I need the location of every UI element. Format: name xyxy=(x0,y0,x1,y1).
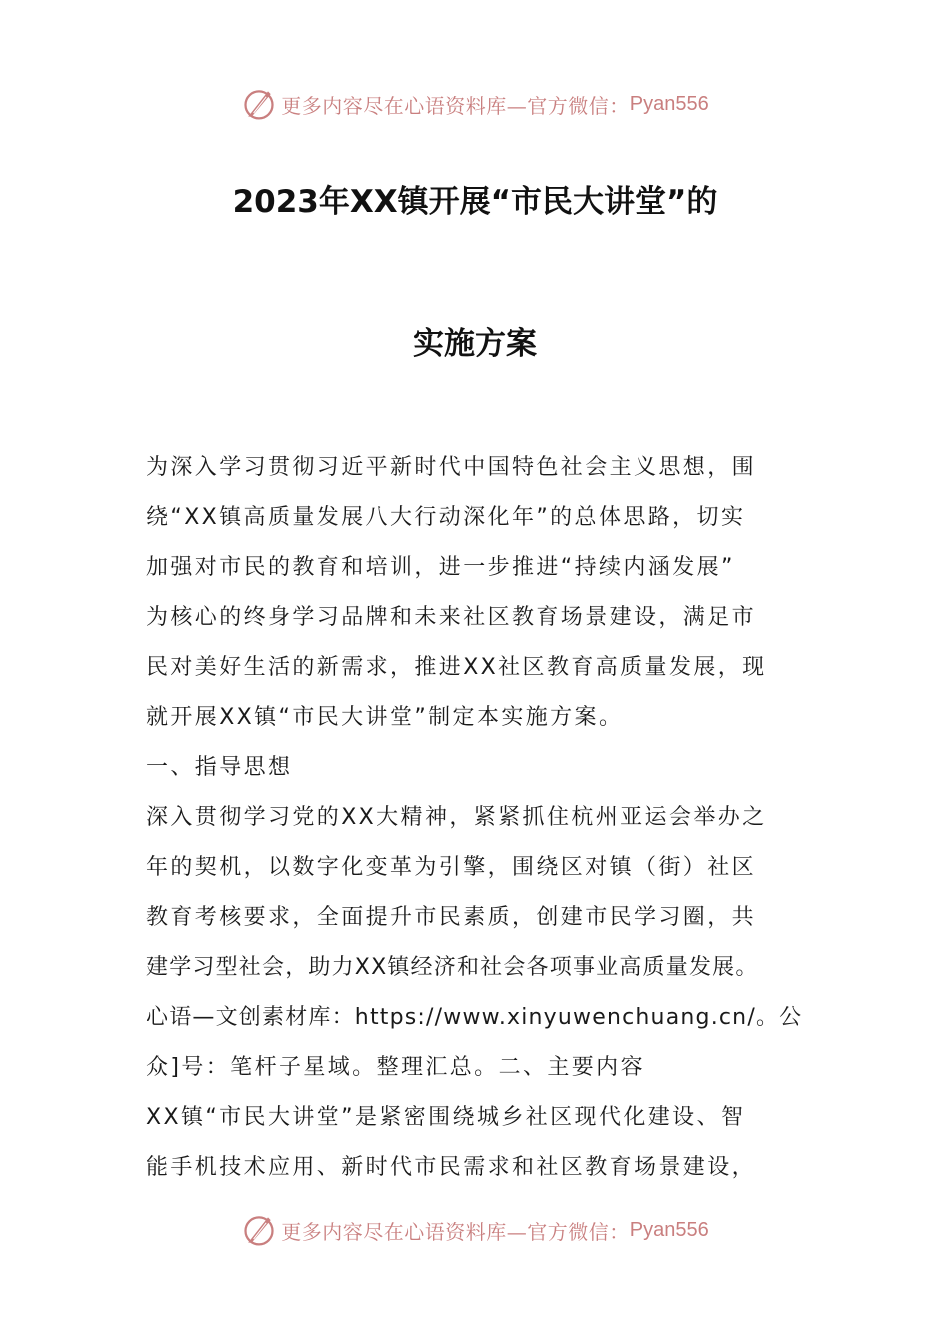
watermark-wechat-id: Pyan556 xyxy=(629,92,709,115)
document-title-line-1: 2023年XX镇开展“市民大讲堂”的 xyxy=(232,184,718,220)
header-watermark xyxy=(0,84,950,124)
watermark-text: 更多内容尽在心语资料库—官方微信： xyxy=(281,1219,630,1244)
footer-watermark xyxy=(0,1210,950,1250)
body-line-section-two: 众]号：笔杆子星域。整理汇总。二、主要内容 xyxy=(146,1055,645,1080)
body-line-url: 心语—文创素材库：https://www.xinyuwenchuang.cn/。公 xyxy=(146,1005,803,1030)
body-line: 教育考核要求，全面提升市民素质，创建市民学习圈，共 xyxy=(146,905,757,930)
body-line: 为深入学习贯彻习近平新时代中国特色社会主义思想，围 xyxy=(146,455,757,480)
body-line: 就开展XX镇“市民大讲堂”制定本实施方案。 xyxy=(146,705,624,730)
body-line: 绕“XX镇高质量发展八大行动深化年”的总体思路，切实 xyxy=(146,505,746,530)
body-line: 能手机技术应用、新时代市民需求和社区教育场景建设， xyxy=(146,1155,757,1180)
document-title-line-2: 实施方案 xyxy=(413,326,537,362)
body-line: 民对美好生活的新需求，推进XX社区教育高质量发展，现 xyxy=(146,655,767,680)
body-line: 为核心的终身学习品牌和未来社区教育场景建设，满足市 xyxy=(146,605,757,630)
watermark-text: 更多内容尽在心语资料库—官方微信： xyxy=(281,93,630,118)
body-line: XX镇“市民大讲堂”是紧密围绕城乡社区现代化建设、智 xyxy=(146,1105,746,1130)
body-line: 年的契机，以数字化变革为引擎，围绕区对镇（街）社区 xyxy=(146,855,757,880)
document-body xyxy=(146,446,806,1196)
body-line: 深入贯彻学习党的XX大精神，紧紧抓住杭州亚运会举办之 xyxy=(146,805,767,830)
quill-logo-icon xyxy=(241,1212,277,1248)
watermark-wechat-id: Pyan556 xyxy=(629,1218,709,1241)
quill-logo-icon xyxy=(241,86,277,122)
body-line: 建学习型社会，助力XX镇经济和社会各项事业高质量发展。 xyxy=(146,955,759,980)
section-heading-guiding-ideology: 一、指导思想 xyxy=(146,755,293,780)
body-line: 加强对市民的教育和培训，进一步推进“持续内涵发展” xyxy=(146,555,735,580)
